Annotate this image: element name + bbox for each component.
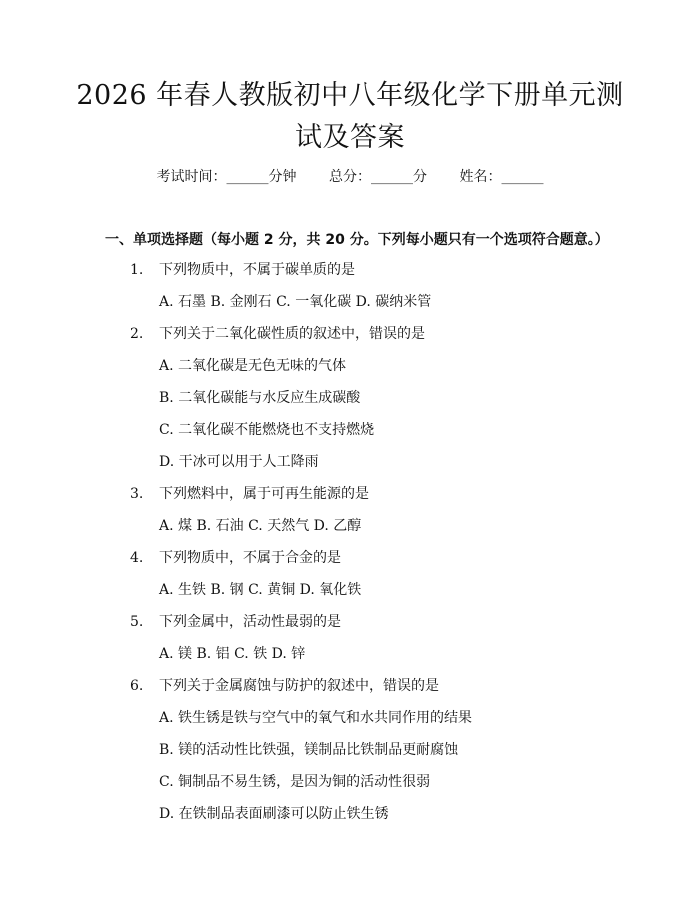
question-number: 2. xyxy=(130,326,144,342)
question-option: D. 在铁制品表面刷漆可以防止铁生锈 xyxy=(159,806,389,822)
page-title-line1: 2026 年春人教版初中八年级化学下册单元测 xyxy=(76,80,624,111)
section-heading-single-choice: 一、单项选择题（每小题 2 分，共 20 分。下列每小题只有一个选项符合题意。） xyxy=(105,232,609,248)
question-number: 3. xyxy=(130,486,144,502)
question-text: 下列燃料中，属于可再生能源的是 xyxy=(159,486,369,502)
exam-time-field: 考试时间：______分钟 xyxy=(156,169,297,185)
question-option: B. 二氧化碳能与水反应生成碳酸 xyxy=(159,390,361,406)
question-option: C. 二氧化碳不能燃烧也不支持燃烧 xyxy=(159,422,375,438)
question-option: A. 铁生锈是铁与空气中的氧气和水共同作用的结果 xyxy=(159,710,473,726)
question-option: A. 二氧化碳是无色无味的气体 xyxy=(159,358,347,374)
question-options: A. 石墨 B. 金刚石 C. 一氧化碳 D. 碳纳米管 xyxy=(159,294,432,310)
question-text: 下列关于金属腐蚀与防护的叙述中，错误的是 xyxy=(159,678,439,694)
question-number: 5. xyxy=(130,614,144,630)
question-option: D. 干冰可以用于人工降雨 xyxy=(159,454,319,470)
exam-meta xyxy=(0,166,700,188)
question-options: A. 生铁 B. 钢 C. 黄铜 D. 氧化铁 xyxy=(159,582,362,598)
question-text: 下列物质中，不属于碳单质的是 xyxy=(159,262,355,278)
question-number: 4. xyxy=(130,550,144,566)
student-name-field: 姓名：______ xyxy=(459,169,544,185)
question-option: B. 镁的活动性比铁强，镁制品比铁制品更耐腐蚀 xyxy=(159,742,459,758)
question-option: C. 铜制品不易生锈，是因为铜的活动性很弱 xyxy=(159,774,431,790)
question-text: 下列金属中，活动性最弱的是 xyxy=(159,614,341,630)
question-text: 下列物质中，不属于合金的是 xyxy=(159,550,341,566)
question-number: 1. xyxy=(130,262,144,278)
total-score-field: 总分：______分 xyxy=(329,169,427,185)
question-options: A. 煤 B. 石油 C. 天然气 D. 乙醇 xyxy=(159,518,362,534)
page-title-line2: 试及答案 xyxy=(295,122,405,153)
question-options: A. 镁 B. 铝 C. 铁 D. 锌 xyxy=(159,646,306,662)
question-number: 6. xyxy=(130,678,144,694)
question-text: 下列关于二氧化碳性质的叙述中，错误的是 xyxy=(159,326,425,342)
